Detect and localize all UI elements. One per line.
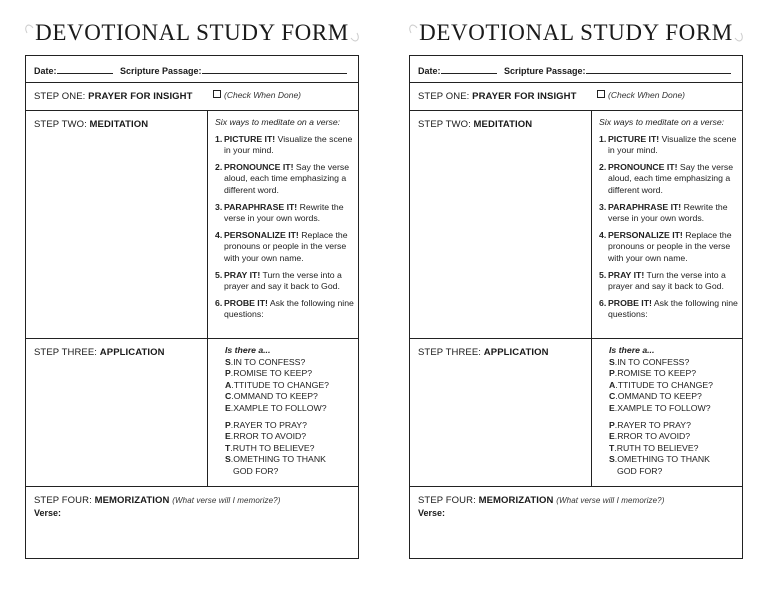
column-divider — [207, 111, 208, 487]
list-item: E.RROR TO AVOID? — [609, 431, 691, 442]
column-divider — [591, 111, 592, 487]
list-item: 6. PROBE IT! Ask the following nine questions: — [215, 297, 354, 320]
step-one-row — [26, 83, 358, 111]
study-form-right — [409, 0, 743, 594]
verse-label: Verse: — [34, 508, 62, 518]
list-item: S.OMETHING TO THANK — [609, 454, 710, 465]
step-two-heading: STEP TWO: MEDITATION — [34, 119, 149, 130]
form-table — [409, 55, 743, 559]
list-item: 5. PRAY IT! Turn the verse into a prayer and say it back to God. — [599, 269, 726, 292]
list-item: E.XAMPLE TO FOLLOW? — [609, 402, 711, 413]
scripture-passage-label: Scripture Passage: — [120, 66, 202, 76]
form-table — [25, 55, 359, 559]
list-item: C.OMMAND TO KEEP? — [609, 391, 702, 402]
list-item: 1. PICTURE IT! Visualize the scene in your mind. — [599, 133, 737, 156]
scripture-passage-field[interactable] — [586, 65, 731, 74]
application-intro: Is there a... — [609, 345, 655, 355]
step-four-heading: STEP FOUR: MEMORIZATION (What verse will I memorize?) — [34, 495, 281, 506]
meditation-instructions — [215, 117, 355, 326]
form-title: DEVOTIONAL STUDY FORM — [419, 20, 733, 45]
list-item: P.ROMISE TO KEEP? — [609, 368, 697, 379]
list-item: 1. PICTURE IT! Visualize the scene in your mind. — [215, 133, 353, 156]
step-four-heading: STEP FOUR: MEMORIZATION (What verse will I memorize?) — [418, 495, 665, 506]
list-item: C.OMMAND TO KEEP? — [225, 391, 318, 402]
step-three-heading: STEP THREE: APPLICATION — [418, 347, 549, 358]
application-questions — [609, 345, 713, 478]
application-intro: Is there a... — [225, 345, 271, 355]
form-title: DEVOTIONAL STUDY FORM — [35, 20, 349, 45]
step-three-row — [26, 339, 358, 487]
list-item: 3. PARAPHRASE IT! Rewrite the verse in your own words. — [599, 201, 728, 224]
scripture-passage-field[interactable] — [202, 65, 347, 74]
list-item: S.OMETHING TO THANK — [225, 454, 326, 465]
step-one-heading: STEP ONE: PRAYER FOR INSIGHT — [418, 91, 577, 102]
list-item: 2. PRONOUNCE IT! Say the verse aloud, each time emphasizing a different word. — [599, 161, 734, 195]
checkbox-icon[interactable] — [597, 90, 605, 98]
date-field[interactable] — [441, 65, 497, 74]
list-item: T.RUTH TO BELIEVE? — [609, 442, 699, 453]
list-item: A.TTITUDE TO CHANGE? — [609, 379, 713, 390]
done-check[interactable]: (Check When Done) — [597, 90, 685, 100]
date-field[interactable] — [57, 65, 113, 74]
list-item: S.IN TO CONFESS? — [225, 356, 306, 367]
list-item: A.TTITUDE TO CHANGE? — [225, 379, 329, 390]
step-three-row — [410, 339, 742, 487]
list-item-continuation: GOD FOR? — [233, 465, 279, 476]
study-form-left — [25, 0, 359, 594]
meditation-intro: Six ways to meditate on a verse: — [215, 117, 341, 127]
date-label: Date: — [34, 66, 57, 76]
list-item: P.RAYER TO PRAY? — [225, 419, 307, 430]
step-two-row — [26, 111, 358, 339]
verse-label: Verse: — [418, 508, 446, 518]
list-item: 4. PERSONALIZE IT! Replace the pronouns or people in the verse with your own name. — [599, 229, 732, 263]
list-item: P.RAYER TO PRAY? — [609, 419, 691, 430]
list-item: 5. PRAY IT! Turn the verse into a prayer and say it back to God. — [215, 269, 342, 292]
meditation-intro: Six ways to meditate on a verse: — [599, 117, 725, 127]
list-item: T.RUTH TO BELIEVE? — [225, 442, 315, 453]
step-two-heading: STEP TWO: MEDITATION — [418, 119, 533, 130]
step-one-heading: STEP ONE: PRAYER FOR INSIGHT — [34, 91, 193, 102]
list-item: E.RROR TO AVOID? — [225, 431, 307, 442]
list-item: S.IN TO CONFESS? — [609, 356, 690, 367]
step-four-row — [26, 487, 358, 558]
list-item: P.ROMISE TO KEEP? — [225, 368, 313, 379]
application-questions — [225, 345, 329, 478]
list-item: E.XAMPLE TO FOLLOW? — [225, 402, 327, 413]
list-item: 4. PERSONALIZE IT! Replace the pronouns or people in the verse with your own name. — [215, 229, 348, 263]
step-one-row — [410, 83, 742, 111]
checkbox-icon[interactable] — [213, 90, 221, 98]
list-item: 2. PRONOUNCE IT! Say the verse aloud, each time emphasizing a different word. — [215, 161, 350, 195]
list-item: 3. PARAPHRASE IT! Rewrite the verse in your own words. — [215, 201, 344, 224]
list-item-continuation: GOD FOR? — [617, 465, 663, 476]
date-passage-row — [410, 56, 742, 83]
scripture-passage-label: Scripture Passage: — [504, 66, 586, 76]
step-two-row — [410, 111, 742, 339]
step-three-heading: STEP THREE: APPLICATION — [34, 347, 165, 358]
meditation-instructions — [599, 117, 739, 326]
list-item: 6. PROBE IT! Ask the following nine questions: — [599, 297, 738, 320]
date-label: Date: — [418, 66, 441, 76]
done-check[interactable]: (Check When Done) — [213, 90, 301, 100]
step-four-row — [410, 487, 742, 558]
date-passage-row — [26, 56, 358, 83]
